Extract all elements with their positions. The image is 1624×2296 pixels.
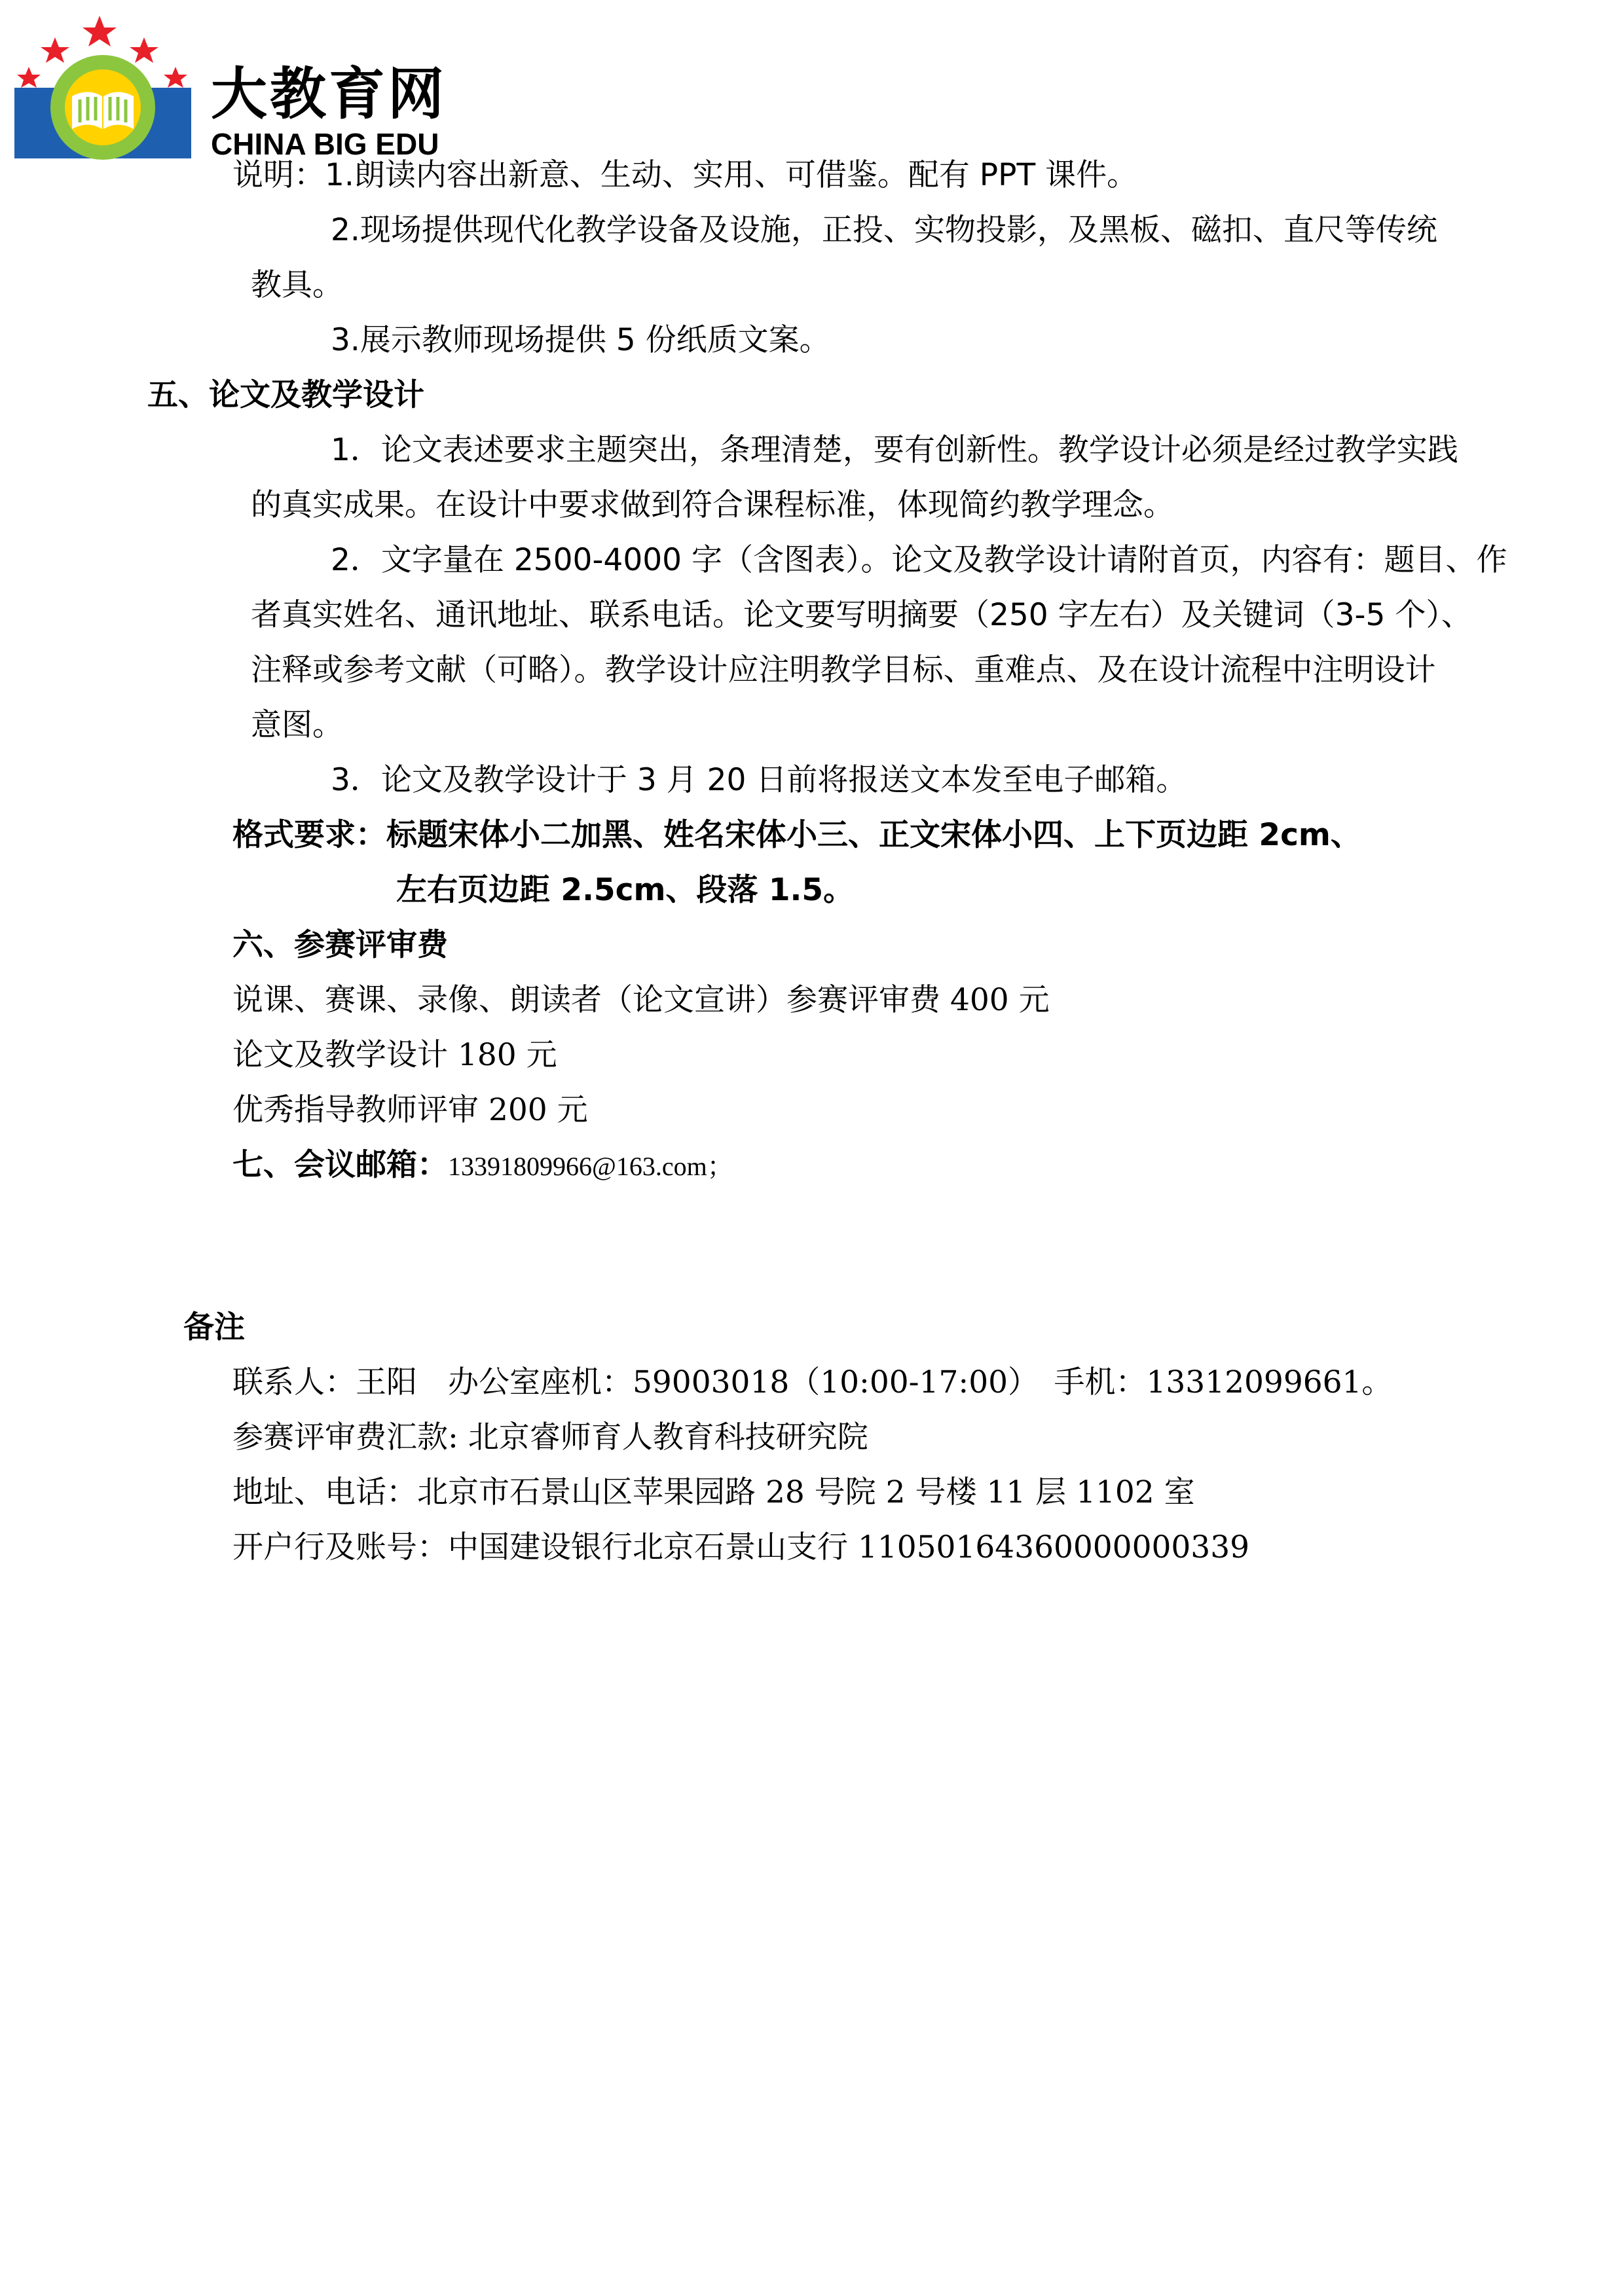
section4-note-3: 3.展示教师现场提供 5 份纸质文案。 [331,322,830,358]
format-requirements-line1: 格式要求：标题宋体小二加黑、姓名宋体小三、正文宋体小四、上下页边距 2cm、 [232,817,1361,853]
logo [14,14,473,165]
notes-payee: 参赛评审费汇款: 北京睿师育人教育科技研究院 [232,1419,868,1455]
section6-heading: 六、参赛评审费 [232,927,448,963]
section5-p2-line1: 2．文字量在 2500-4000 字（含图表）。论文及教学设计请附首页，内容有：题目、作 [331,542,1507,578]
notes-address: 地址、电话：北京市石景山区苹果园路 28 号院 2 号楼 11 层 1102 室 [232,1474,1195,1510]
star-icon [41,37,69,63]
section4-note-2-cont: 教具。 [251,267,343,303]
notes-bank-account: 开户行及账号：中国建设银行北京石景山支行 11050164360000000339 [232,1529,1249,1565]
section5-p2-line4: 意图。 [251,707,343,743]
notes-contact: 联系人：王阳 办公室座机：59003018（10:00-17:00） 手机：13312099661。 [232,1364,1393,1400]
fee-item-3: 优秀指导教师评审 200 元 [232,1092,588,1128]
section5-p3: 3．论文及教学设计于 3 月 20 日前将报送文本发至电子邮箱。 [331,762,1187,798]
section5-p2-line2: 者真实姓名、通讯地址、联系电话。论文要写明摘要（250 字左右）及关键词（3-5 个）、 [251,597,1472,633]
section5-heading: 五、论文及教学设计 [147,377,424,413]
notes-heading: 备注 [183,1309,245,1345]
logo-subtitle: CHINA BIG EDU [211,127,439,161]
conference-email[interactable]: 13391809966@163.com； [448,1152,733,1181]
format-requirements-line2: 左右页边距 2.5cm、段落 1.5。 [396,872,855,908]
logo-title: 大教育网 [211,62,447,127]
star-icon [17,67,41,88]
star-icon [164,67,187,88]
section4-note-1: 说明：1.朗读内容出新意、生动、实用、可借鉴。配有 PPT 课件。 [232,157,1138,193]
section5-p1-line2: 的真实成果。在设计中要求做到符合课程标准，体现简约教学理念。 [251,487,1174,523]
star-icon [130,37,158,63]
fee-item-1: 说课、赛课、录像、朗读者（论文宣讲）参赛评审费 400 元 [232,982,1050,1018]
section4-note-2: 2.现场提供现代化教学设备及设施，正投、实物投影，及黑板、磁扣、直尺等传统 [331,212,1437,248]
section5-p2-line3: 注释或参考文献（可略）。教学设计应注明教学目标、重难点、及在设计流程中注明设计 [251,652,1436,688]
fee-item-2: 论文及教学设计 180 元 [232,1037,557,1073]
star-icon [83,16,117,46]
section7 [232,1146,733,1186]
section7-heading: 七、会议邮箱： [232,1147,448,1183]
section5-p1-line1: 1．论文表述要求主题突出，条理清楚，要有创新性。教学设计必须是经过教学实践 [331,432,1458,468]
